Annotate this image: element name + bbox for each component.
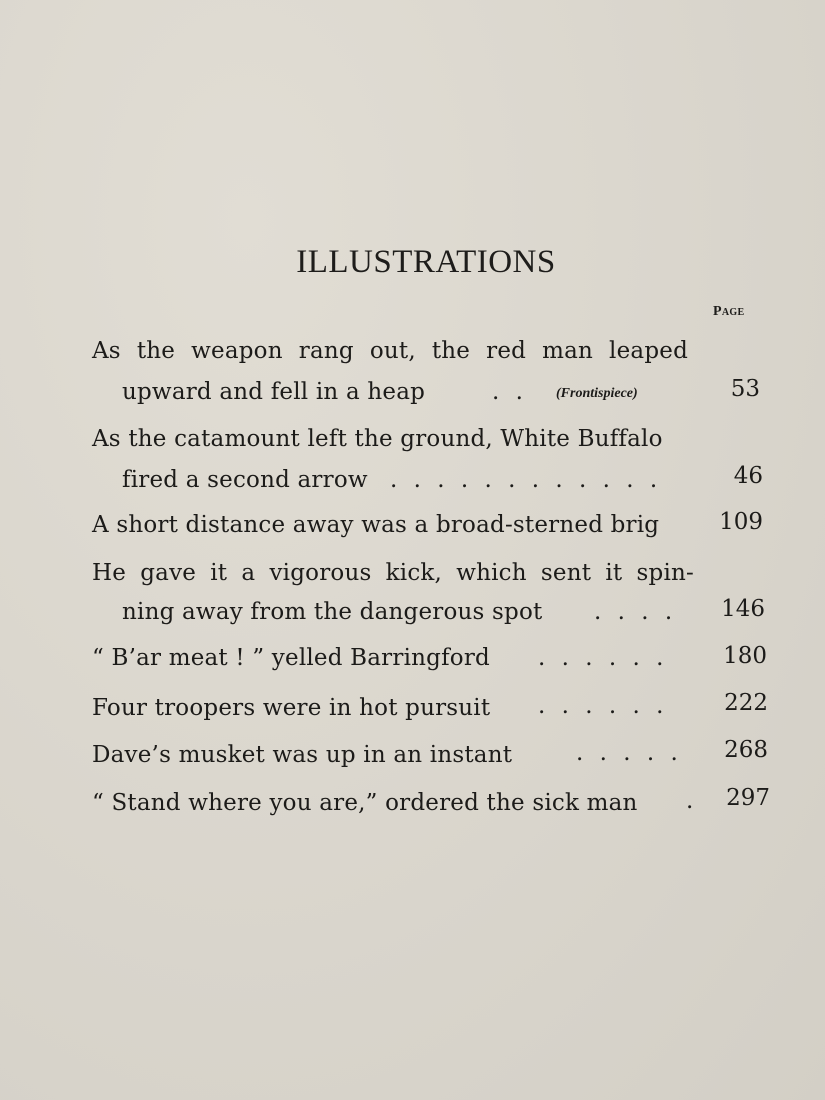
entry-1-note: (Frontispiece) <box>556 386 638 401</box>
entry-4-leader-dots: . . . . <box>594 599 673 625</box>
page-column-label: Page <box>713 304 745 319</box>
entry-5-page-number: 180 <box>723 643 767 669</box>
entry-5-leader-dots: . . . . . . <box>538 645 664 671</box>
entry-3-page-number: 109 <box>719 509 763 535</box>
entry-6-line-1: Four troopers were in hot pursuit <box>92 695 491 721</box>
entry-2-page-number: 46 <box>733 463 763 489</box>
entry-3-line-1: A short distance away was a broad-sterned brig <box>92 512 660 538</box>
entry-2-line-2: fired a second arrow <box>122 467 368 493</box>
entry-1-page-number: 53 <box>730 376 760 402</box>
entry-7-line-1: Dave’s musket was up in an instant <box>92 742 513 768</box>
entry-1-line-1 <box>92 337 688 365</box>
entry-8-leader-dots: . <box>686 788 694 814</box>
entry-8-page-number: 297 <box>726 785 770 811</box>
entry-1-leader-dots: . . <box>492 379 523 405</box>
entry-2-line-1: As the catamount left the ground, White Buffalo <box>92 426 663 452</box>
entry-7-leader-dots: . . . . . <box>576 740 678 766</box>
entry-4-line-2: ning away from the dangerous spot <box>122 599 543 625</box>
entry-4-line-1 <box>92 559 694 587</box>
entry-8-line-1: “ Stand where you are,” ordered the sick man <box>92 790 638 816</box>
entry-1-line-2: upward and fell in a heap <box>122 379 426 405</box>
entry-2-leader-dots: . . . . . . . . . . . . <box>390 467 658 493</box>
entry-7-page-number: 268 <box>724 737 768 763</box>
entry-4-page-number: 146 <box>721 596 765 622</box>
entry-5-line-1: “ B’ar meat ! ” yelled Barringford <box>92 645 490 671</box>
entry-caption: As the weapon rang out, the red man leaped <box>92 338 688 364</box>
entry-caption: He gave it a vigorous kick, which sent it spin- <box>92 560 694 586</box>
page-title: ILLUSTRATIONS <box>296 244 556 280</box>
entry-6-page-number: 222 <box>724 690 768 716</box>
entry-6-leader-dots: . . . . . . <box>538 693 664 719</box>
